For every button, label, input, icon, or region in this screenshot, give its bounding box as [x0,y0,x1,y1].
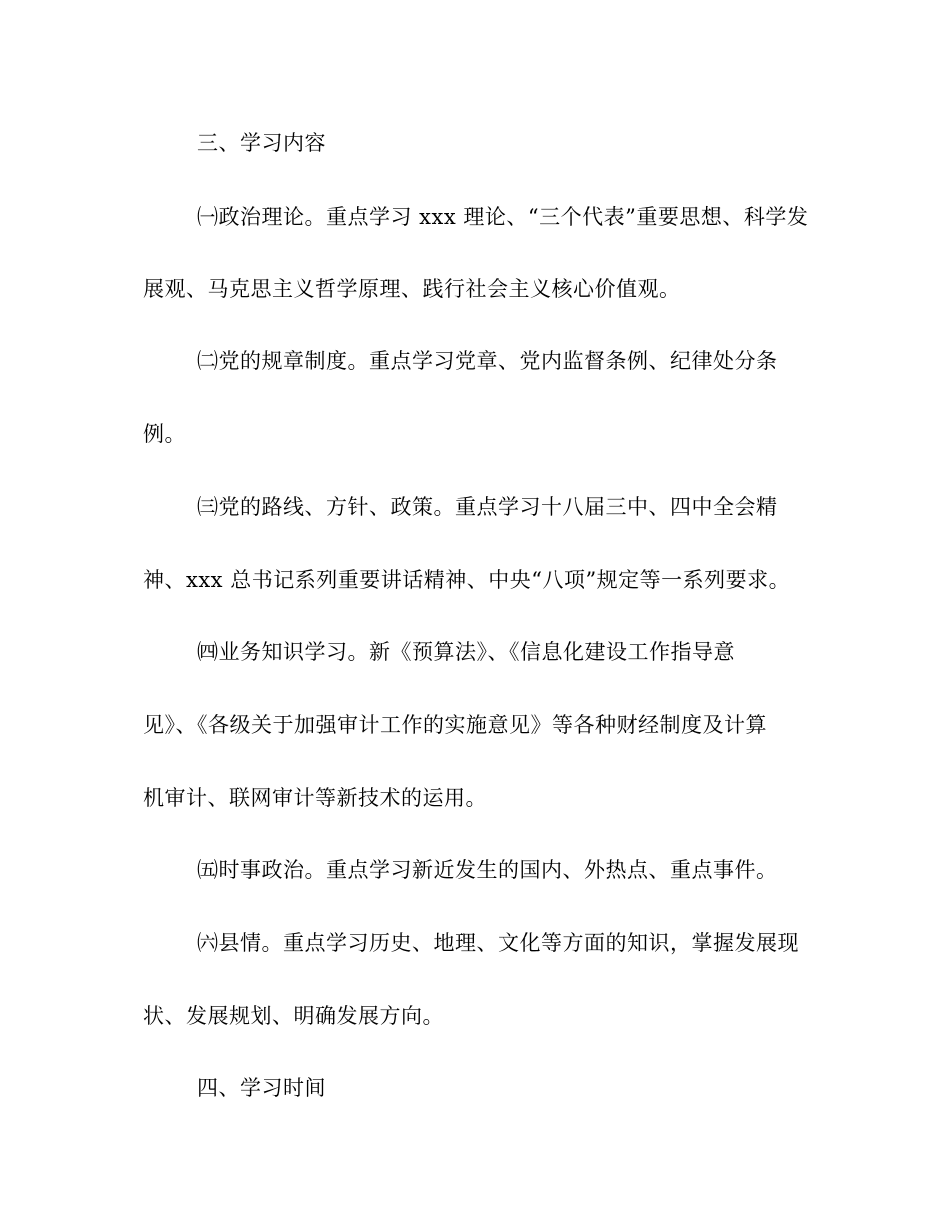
section-heading: 三、学习内容 [197,131,326,155]
paragraph-line: 见》、《各级关于加强审计工作的实施意见》等各种财经制度及计算 [143,713,767,737]
paragraph-line: ㈤时事政治。重点学习新近发生的国内、外热点、重点事件。 [197,858,778,882]
paragraph-line: ㈢党的路线、方针、政策。重点学习十八届三中、四中全会精 [197,495,778,519]
paragraph-line: 神、xxx 总书记系列重要讲话精神、中央“八项”规定等一系列要求。 [143,568,791,592]
paragraph-line: 展观、马克思主义哲学原理、践行社会主义核心价值观。 [143,277,681,301]
section-heading: 四、学习时间 [197,1076,326,1100]
paragraph-line: ㈣业务知识学习。新《预算法》、《信息化建设工作指导意 [197,640,735,664]
paragraph-line: ㈠政治理论。重点学习 xxx 理论、“三个代表”重要思想、科学发 [197,205,809,229]
paragraph-line: 例。 [143,422,186,446]
paragraph-line: 状、发展规划、明确发展方向。 [143,1004,444,1028]
paragraph-line: ㈡党的规章制度。重点学习党章、党内监督条例、纪律处分条 [197,349,778,373]
paragraph-line: ㈥县情。重点学习历史、地理、文化等方面的知识，掌握发展现 [197,931,799,955]
paragraph-line: 机审计、联网审计等新技术的运用。 [143,786,487,810]
